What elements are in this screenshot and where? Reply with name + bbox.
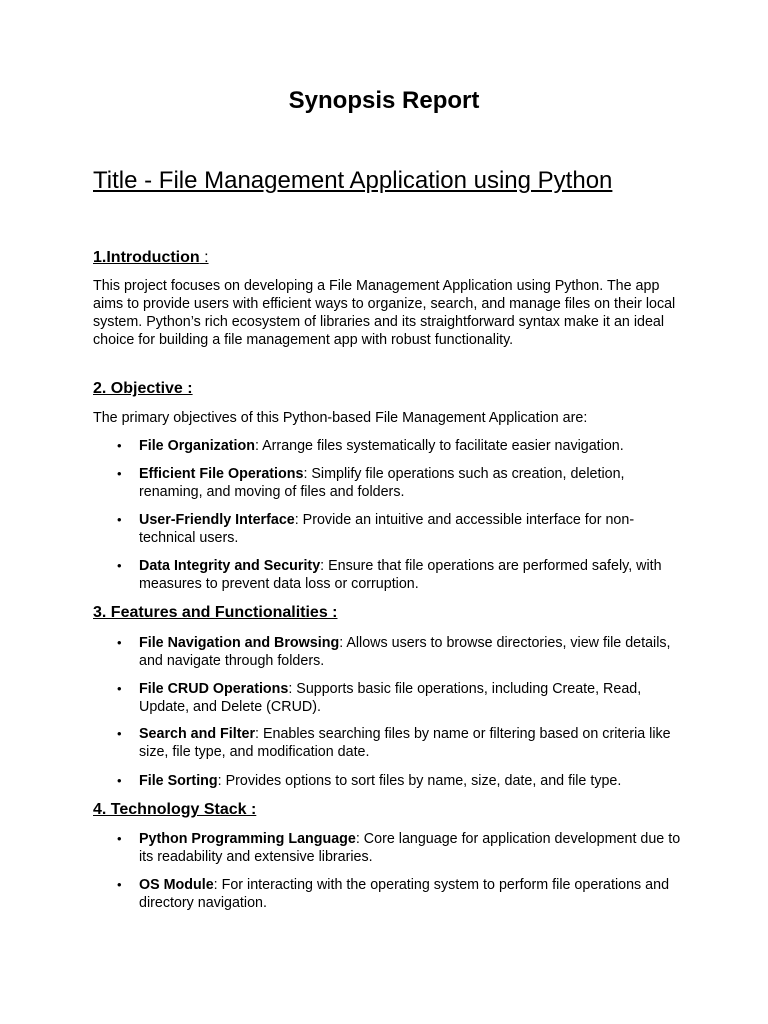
list-item: • Python Programming Language: Core language for application development due to its readability and extensive libraries. bbox=[139, 830, 689, 866]
section-heading-features: 3. Features and Functionalities : bbox=[93, 604, 338, 621]
document-title: Title - File Management Application using Python bbox=[93, 167, 613, 194]
list-item: • File Sorting: Provides options to sort files by name, size, date, and file type. bbox=[139, 772, 689, 790]
introduction-paragraph: This project focuses on developing a File Management Application using Python. The app aims to provide users with efficient ways to organize, search, and manage files on their local system. Python’s rich ecosystem of libraries and its straightforward syntax make it an ideal choice for building a file management app with robust functionality. bbox=[93, 278, 676, 348]
objective-paragraph: The primary objectives of this Python-based File Management Application are: bbox=[93, 410, 588, 426]
document-heading: Synopsis Report bbox=[288, 87, 480, 114]
list-item: • Search and Filter: Enables searching files by name or filtering based on criteria like size, file type, and modification date. bbox=[139, 725, 689, 761]
list-item: • OS Module: For interacting with the operating system to perform file operations and directory navigation. bbox=[139, 876, 689, 912]
list-item: • Data Integrity and Security: Ensure that file operations are performed safely, with measures to prevent data loss or corruption. bbox=[139, 557, 689, 593]
list-item: • File Organization: Arrange files systematically to facilitate easier navigation. bbox=[139, 437, 689, 455]
section-heading-objective: 2. Objective : bbox=[93, 380, 193, 397]
list-item: • File Navigation and Browsing: Allows users to browse directories, view file details, and navigate through folders. bbox=[139, 634, 689, 670]
section-heading-technology-stack: 4. Technology Stack : bbox=[93, 801, 257, 818]
section-heading-introduction: 1.Introduction : bbox=[93, 249, 209, 266]
list-item: • Efficient File Operations: Simplify file operations such as creation, deletion, renaming, and moving of files and folders. bbox=[139, 465, 689, 501]
list-item: • File CRUD Operations: Supports basic file operations, including Create, Read, Update, and Delete (CRUD). bbox=[139, 680, 689, 716]
list-item: • User-Friendly Interface: Provide an intuitive and accessible interface for non-technical users. bbox=[139, 511, 689, 547]
